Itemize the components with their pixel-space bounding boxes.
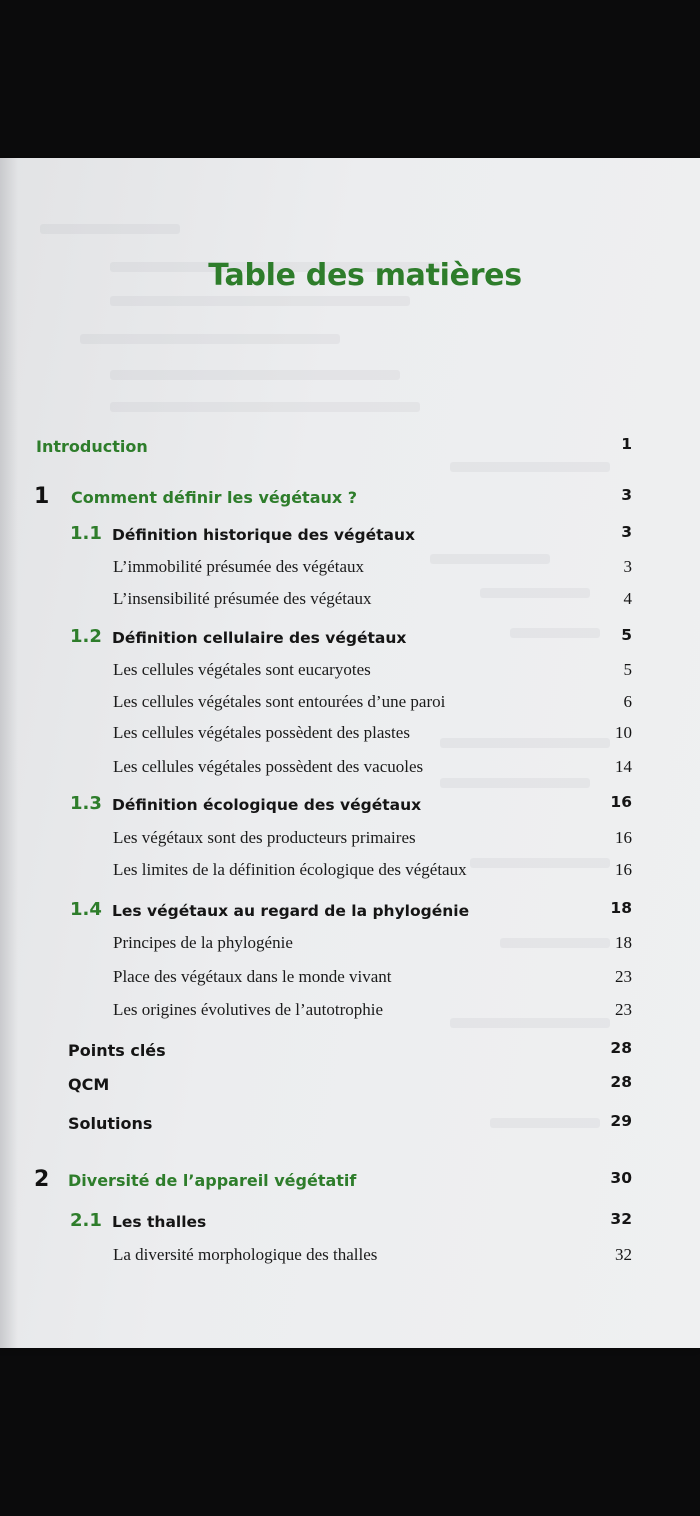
toc-entry [0, 624, 700, 654]
section-number: 1.2 [70, 626, 102, 647]
entry-label: Les origines évolutives de l’autotrophie [113, 1000, 384, 1019]
section-number: 1.1 [70, 523, 102, 544]
entry-label: Points clés [68, 1041, 166, 1060]
page-number: 16 [610, 793, 632, 811]
toc-entry [0, 1110, 700, 1140]
entry-label: Les végétaux sont des producteurs primaires [113, 828, 416, 847]
toc-entry [0, 657, 700, 687]
entry-label: Les cellules végétales possèdent des plastes [113, 723, 410, 742]
page-number: 32 [610, 1210, 632, 1228]
entry-label: Définition historique des végétaux [112, 526, 415, 544]
entry-label: Les thalles [112, 1213, 207, 1231]
entry-label: Place des végétaux dans le monde vivant [113, 967, 392, 986]
toc-entry [0, 930, 700, 960]
toc-entry [0, 997, 700, 1027]
page-number: 5 [621, 626, 632, 644]
toc-entry [0, 857, 700, 887]
toc-entry [0, 1071, 700, 1101]
entry-label: Comment définir les végétaux ? [71, 488, 358, 507]
page-number: 5 [623, 660, 632, 679]
toc-entry [0, 1242, 700, 1272]
entry-label: L’immobilité présumée des végétaux [113, 557, 364, 576]
page-number: 28 [610, 1073, 632, 1091]
page-number: 14 [615, 757, 632, 776]
section-number: 1.3 [70, 793, 102, 814]
entry-label: Principes de la phylogénie [113, 933, 293, 952]
entry-label: Définition écologique des végétaux [112, 796, 422, 814]
toc-entry [0, 1208, 700, 1238]
page-number: 16 [615, 860, 632, 879]
page-number: 3 [621, 486, 632, 504]
entry-label: QCM [68, 1075, 110, 1094]
page-number: 1 [621, 435, 632, 453]
page-number: 23 [615, 967, 632, 986]
entry-label: Les végétaux au regard de la phylogénie [112, 902, 470, 920]
page-number: 3 [623, 557, 632, 576]
page-number: 6 [623, 692, 632, 711]
page-number: 10 [615, 723, 632, 742]
section-number: 2.1 [70, 1210, 102, 1231]
page-number: 3 [621, 523, 632, 541]
page-title: Table des matières [208, 258, 522, 293]
toc-entry [0, 433, 700, 463]
toc-entry [0, 897, 700, 927]
entry-label: Diversité de l’appareil végétatif [68, 1171, 357, 1190]
toc-entry [0, 964, 700, 994]
toc-entry [0, 484, 700, 514]
toc-entry [0, 586, 700, 616]
page-number: 32 [615, 1245, 632, 1264]
page-number: 16 [615, 828, 632, 847]
toc-entry [0, 554, 700, 584]
page-number: 28 [610, 1039, 632, 1057]
toc-entry [0, 1037, 700, 1067]
toc-entry [0, 1167, 700, 1197]
page-number: 4 [623, 589, 632, 608]
chapter-number: 2 [34, 1167, 50, 1192]
page-number: 18 [610, 899, 632, 917]
page-number: 29 [610, 1112, 632, 1130]
toc-entry [0, 720, 700, 750]
toc-entry [0, 825, 700, 855]
page-number: 23 [615, 1000, 632, 1019]
toc-entry [0, 754, 700, 784]
entry-label: L’insensibilité présumée des végétaux [113, 589, 372, 608]
section-number: 1.4 [70, 899, 102, 920]
entry-label: Les cellules végétales sont eucaryotes [113, 660, 371, 679]
page-number: 18 [615, 933, 632, 952]
entry-label: Les cellules végétales sont entourées d’une paroi [113, 692, 446, 711]
entry-label: Les limites de la définition écologique des végétaux [113, 860, 467, 879]
entry-label: Solutions [68, 1114, 153, 1133]
page-number: 30 [610, 1169, 632, 1187]
chapter-number: 1 [34, 484, 50, 509]
entry-label: Introduction [36, 437, 148, 456]
entry-label: La diversité morphologique des thalles [113, 1245, 378, 1264]
entry-label: Les cellules végétales possèdent des vacuoles [113, 757, 424, 776]
toc-entry [0, 689, 700, 719]
toc-entry [0, 521, 700, 551]
toc-entry [0, 791, 700, 821]
entry-label: Définition cellulaire des végétaux [112, 629, 407, 647]
